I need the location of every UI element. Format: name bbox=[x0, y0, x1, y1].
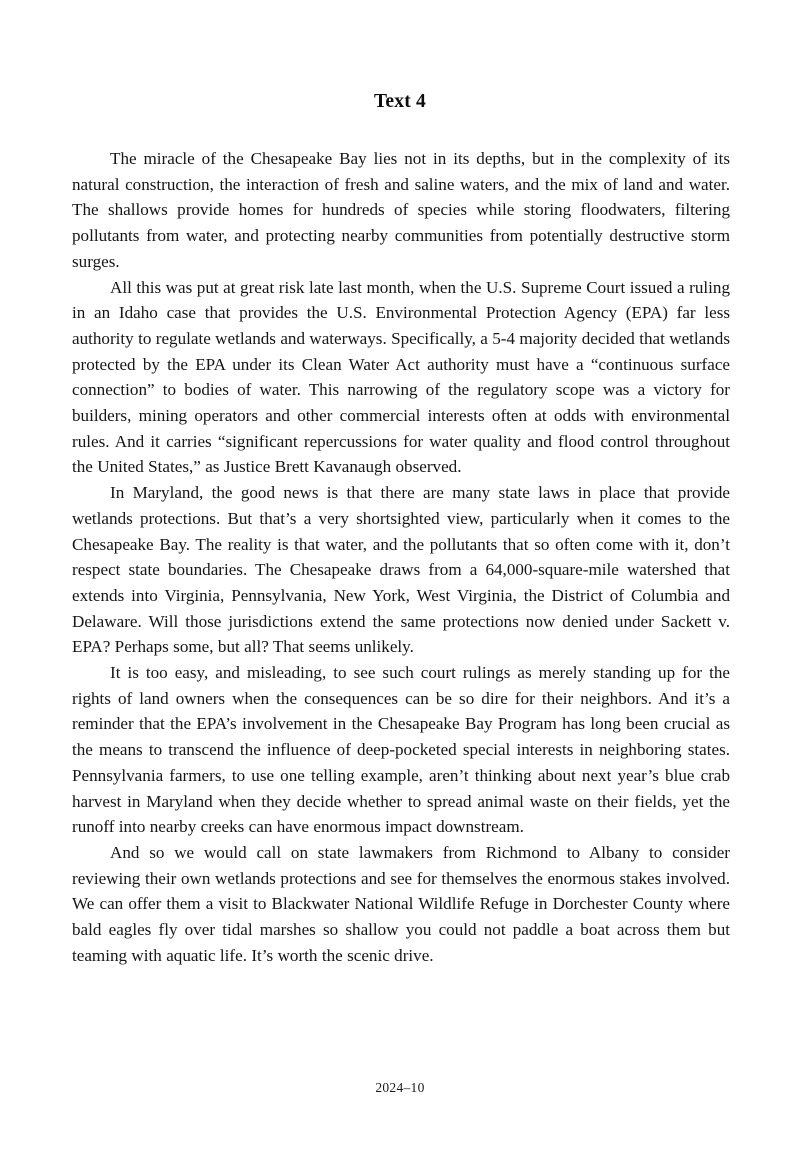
article-body bbox=[72, 146, 730, 969]
page-footer: 2024–10 bbox=[375, 1080, 425, 1095]
paragraph: It is too easy, and misleading, to see such court rulings as merely standing up for the rights of land owners when the consequences can be so dire for their neighbors. And it’s a reminder that the EPA’s involvement in the Chesapeake Bay Program has long been crucial as the means to transcend the influence of deep-pocketed special interests in neighboring states. Pennsylvania farmers, to use one telling example, aren’t thinking about next year’s blue crab harvest in Maryland when they decide whether to spread animal waste on their fields, yet the runoff into nearby creeks can have enormous impact downstream. bbox=[72, 663, 730, 837]
paragraph: All this was put at great risk late last month, when the U.S. Supreme Court issued a ruling in an Idaho case that provides the U.S. Environmental Protection Agency (EPA) far less authority to regulate wetlands and waterways. Specifically, a 5-4 majority decided that wetlands protected by the EPA under its Clean Water Act authority must have a “continuous surface connection” to bodies of water. This narrowing of the regulatory scope was a victory for builders, mining operators and other commercial interests often at odds with environmental rules. And it carries “significant repercussions for water quality and flood control throughout the United States,” as Justice Brett Kavanaugh observed. bbox=[72, 277, 730, 477]
page-title: Text 4 bbox=[374, 91, 426, 112]
paragraph: The miracle of the Chesapeake Bay lies not in its depths, but in the complexity of its natural construction, the interaction of fresh and saline waters, and the mix of land and water. The shallows provide homes for hundreds of species while storing floodwaters, filtering pollutants from water, and protecting nearby communities from potentially destructive storm surges. bbox=[72, 149, 730, 271]
paragraph: And so we would call on state lawmakers from Richmond to Albany to consider reviewing their own wetlands protections and see for themselves the enormous stakes involved. We can offer them a visit to Blackwater National Wildlife Refuge in Dorchester County where bald eagles fly over tidal marshes so shallow you could not paddle a boat across them but teaming with aquatic life. It’s worth the scenic drive. bbox=[72, 842, 730, 965]
paragraph: In Maryland, the good news is that there are many state laws in place that provide wetlands protections. But that’s a very shortsighted view, particularly when it comes to the Chesapeake Bay. The reality is that water, and the pollutants that so often come with it, don’t respect state boundaries. The Chesapeake draws from a 64,000-square-mile watershed that extends into Virginia, Pennsylvania, New York, West Virginia, the District of Columbia and Delaware. Will those jurisdictions extend the same protections now denied under Sackett v. EPA? Perhaps some, but all? That seems unlikely. bbox=[72, 483, 730, 657]
